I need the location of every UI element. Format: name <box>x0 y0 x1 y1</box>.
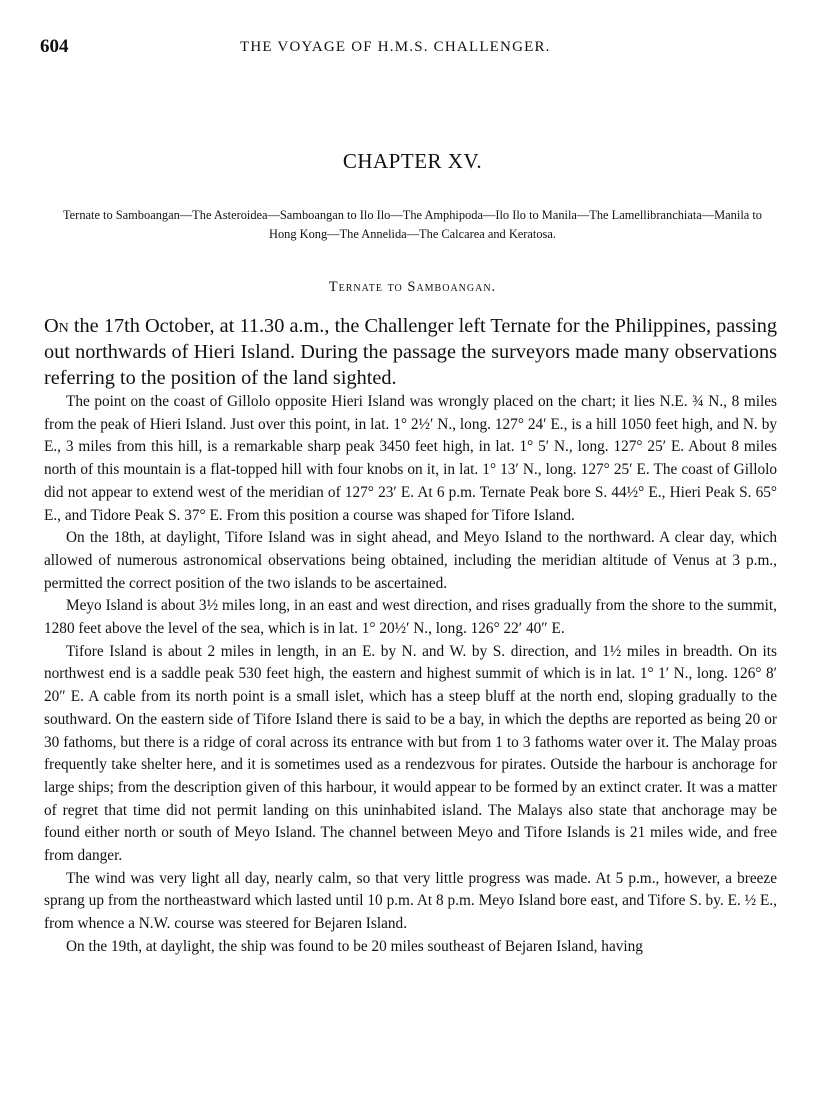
paragraph-18th: On the 18th, at daylight, Tifore Island was in sight ahead, and Meyo Island to the northward. A clear day, which allowed of numerous astronomical observations being obtained, including the meridian altitude of Venus at 3 p.m., permitted the correct position of the two islands to be ascertained. <box>44 529 777 592</box>
running-title: THE VOYAGE OF H.M.S. CHALLENGER. <box>240 39 551 55</box>
section-heading: Ternate to Samboangan. <box>328 279 497 295</box>
chapter-title: CHAPTER XV. <box>342 149 483 173</box>
page-number: 604 <box>40 36 69 57</box>
paragraph-wind: The wind was very light all day, nearly calm, so that very little progress was made. At 5 p.m., however, a breeze sprang up from the northeastward which lasted until 10 p.m. At 8 p.m. Meyo Island bore east, and Tifore S. by. E. ½ E., from whence a N.W. course was steered for Bejaren Island. <box>44 869 777 933</box>
paragraph-meyo: Meyo Island is about 3½ miles long, in an east and west direction, and rises gradually from the shore to the summit, 1280 feet above the level of the sea, which is in lat. 1° 20½′ N., long. 126° 22′ 40″ E. <box>44 597 777 638</box>
paragraph-gillolo: The point on the coast of Gillolo opposite Hieri Island was wrongly placed on the chart; it lies N.E. ¾ N., 8 miles from the peak of Hieri Island. Just over this point, in lat. 1° 2½′ N., long. 127° 24′ E., is a hill 1050 feet high, and N. by E., 3 miles from this hill, is a remarkable sharp peak 3450 feet high, in lat. 1° 5′ N., long. 127° 25′ E. About 8 miles north of this mountain is a flat-topped hill with four knobs on it, in lat. 1° 13′ N., long. 127° 25′ E. The coast of Gillolo did not appear to extend west of the meridian of 127° 23′ E. At 6 p.m. Ternate Peak bore S. 44½° E., Hieri Peak S. 65° E., and Tidore Peak S. 37° E. From this position a course was shaped for Tifore Island. <box>44 393 777 524</box>
body-text <box>44 313 777 959</box>
running-head <box>40 36 781 58</box>
lead-paragraph <box>44 313 777 391</box>
paragraph-tifore: Tifore Island is about 2 miles in length, in an E. by N. and W. by S. direction, and 1½ miles in breadth. On its northwest end is a saddle peak 530 feet high, the eastern and highest summit of which is in lat. 1° 1′ N., long. 126° 8′ 20″ E. A cable from its north point is a small islet, which has a steep bluff at the north end, sloping gradually to the southward. On the eastern side of Tifore Island there is said to be a bay, in which the depths are reported as being 20 or 30 fathoms, but there is a ridge of coral across its entrance with but from 1 to 3 fathoms water over it. The Malay proas frequently take shelter here, and it is sometimes used as a rendezvous for pirates. Outside the harbour is anchorage for large ships; from the description given of this harbour, it would appear to be formed by an extinct crater. It was a matter of regret that time did not permit landing on this uninhabited island. The Malays also state that anchorage may be found either north or south of Meyo Island. The channel between Meyo and Tifore Islands is 21 miles wide, and free from danger. <box>44 642 777 865</box>
lead-text: the 17th October, at 11.30 a.m., the Challenger left Ternate for the Philippines, passing out northwards of Hieri Island. During the passage the surveyors made many observations referring to the position of the land sighted. <box>44 315 777 389</box>
chapter-synopsis: Ternate to Samboangan—The Asteroidea—Samboangan to Ilo Ilo—The Amphipoda—Ilo Ilo to Manila—The Lamellibranchiata—Manila to Hong Kong—The Annelida—The Calcarea and Keratosa. <box>62 208 763 241</box>
paragraph-19th: On the 19th, at daylight, the ship was found to be 20 miles southeast of Bejaren Island, having <box>66 937 643 955</box>
lead-first-word: On <box>44 315 69 337</box>
